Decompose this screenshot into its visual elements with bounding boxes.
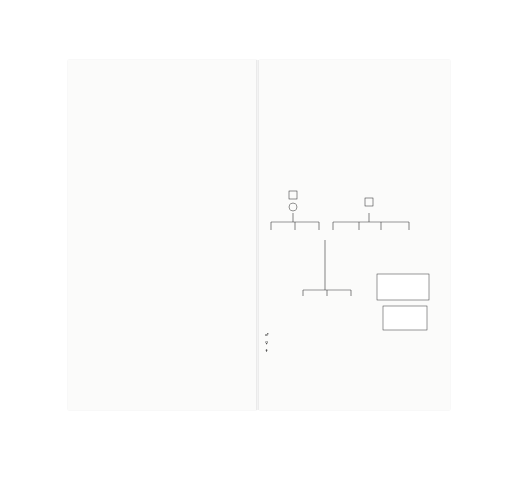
male-symbol bbox=[289, 191, 297, 199]
male-icon: ♂ bbox=[265, 332, 269, 337]
left-body-text bbox=[74, 100, 250, 210]
instruction-a bbox=[74, 273, 251, 278]
instruction-c bbox=[265, 131, 444, 136]
female-symbol bbox=[289, 203, 297, 211]
age-box bbox=[377, 274, 429, 300]
female-icon: ♀ bbox=[265, 340, 268, 345]
legend bbox=[265, 332, 269, 353]
left-page bbox=[68, 60, 257, 410]
instruction-b bbox=[74, 295, 251, 300]
right-page bbox=[259, 60, 450, 410]
order-box bbox=[383, 306, 427, 330]
deceased-icon: ✝ bbox=[265, 348, 269, 353]
male-symbol bbox=[365, 198, 373, 206]
family-diagram bbox=[259, 178, 450, 378]
